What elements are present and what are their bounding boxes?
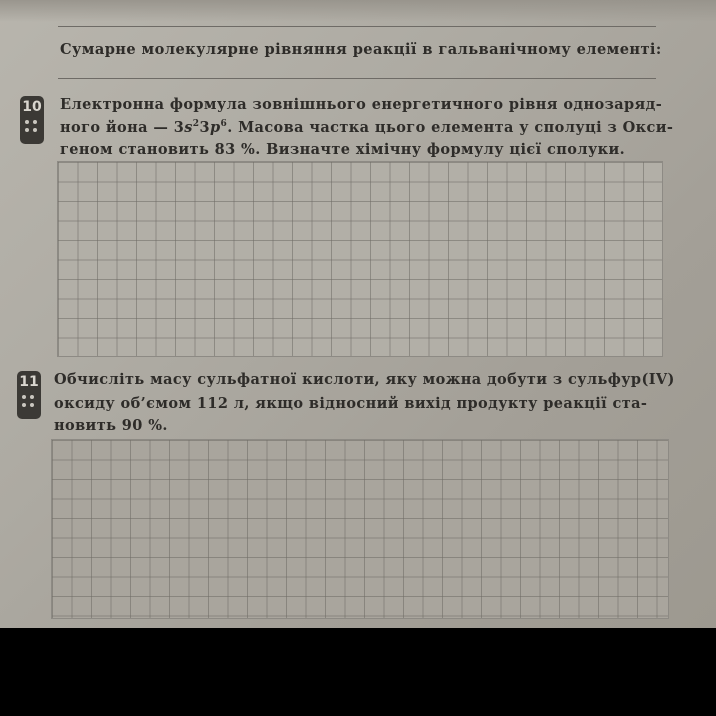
task-11-line-3: новить 90 %.: [54, 417, 168, 434]
task-10-line-2: [60, 119, 673, 136]
task-10-line-2-start: ного йона — 3: [60, 119, 185, 136]
task-11-line-2: оксиду об’ємом 112 л, якщо відносний вихід продукту реакції ста-: [54, 395, 648, 412]
task-11-line-1: Обчисліть масу сульфатної кислоти, яку можна добути з сульфур(IV): [54, 371, 675, 388]
task-11-number: 11: [19, 374, 39, 390]
orbital-s: s: [184, 119, 193, 136]
task-10-answer-grid[interactable]: [57, 161, 663, 357]
task-10-line-2-end: . Масова частка цього елемента у сполуці з Окси-: [227, 119, 674, 136]
task-10-line-3: геном становить 83 %. Визначте хімічну формулу цієї сполуки.: [60, 141, 626, 158]
task-10-number: 10: [22, 99, 42, 115]
task-10-line-2-mid: 3: [199, 119, 210, 136]
difficulty-dots-icon: [25, 120, 39, 134]
task-11-badge: [17, 371, 41, 419]
page-top-shadow: [0, 0, 716, 22]
task-10-line-1: Електронна формула зовнішнього енергетичного рівня однозаряд-: [60, 96, 663, 113]
orbital-p: p: [209, 119, 221, 136]
answer-line-equation: [58, 78, 656, 79]
difficulty-dots-icon: [22, 395, 36, 409]
exponent-s: 2: [192, 119, 200, 130]
exponent-p: 6: [220, 119, 228, 130]
answer-line-top: [58, 26, 656, 27]
task-11-answer-grid[interactable]: [51, 439, 669, 619]
sum-equation-label: Сумарне молекулярне рівняння реакції в гальванічному елементі:: [60, 41, 662, 58]
task-10-badge: [20, 96, 44, 144]
